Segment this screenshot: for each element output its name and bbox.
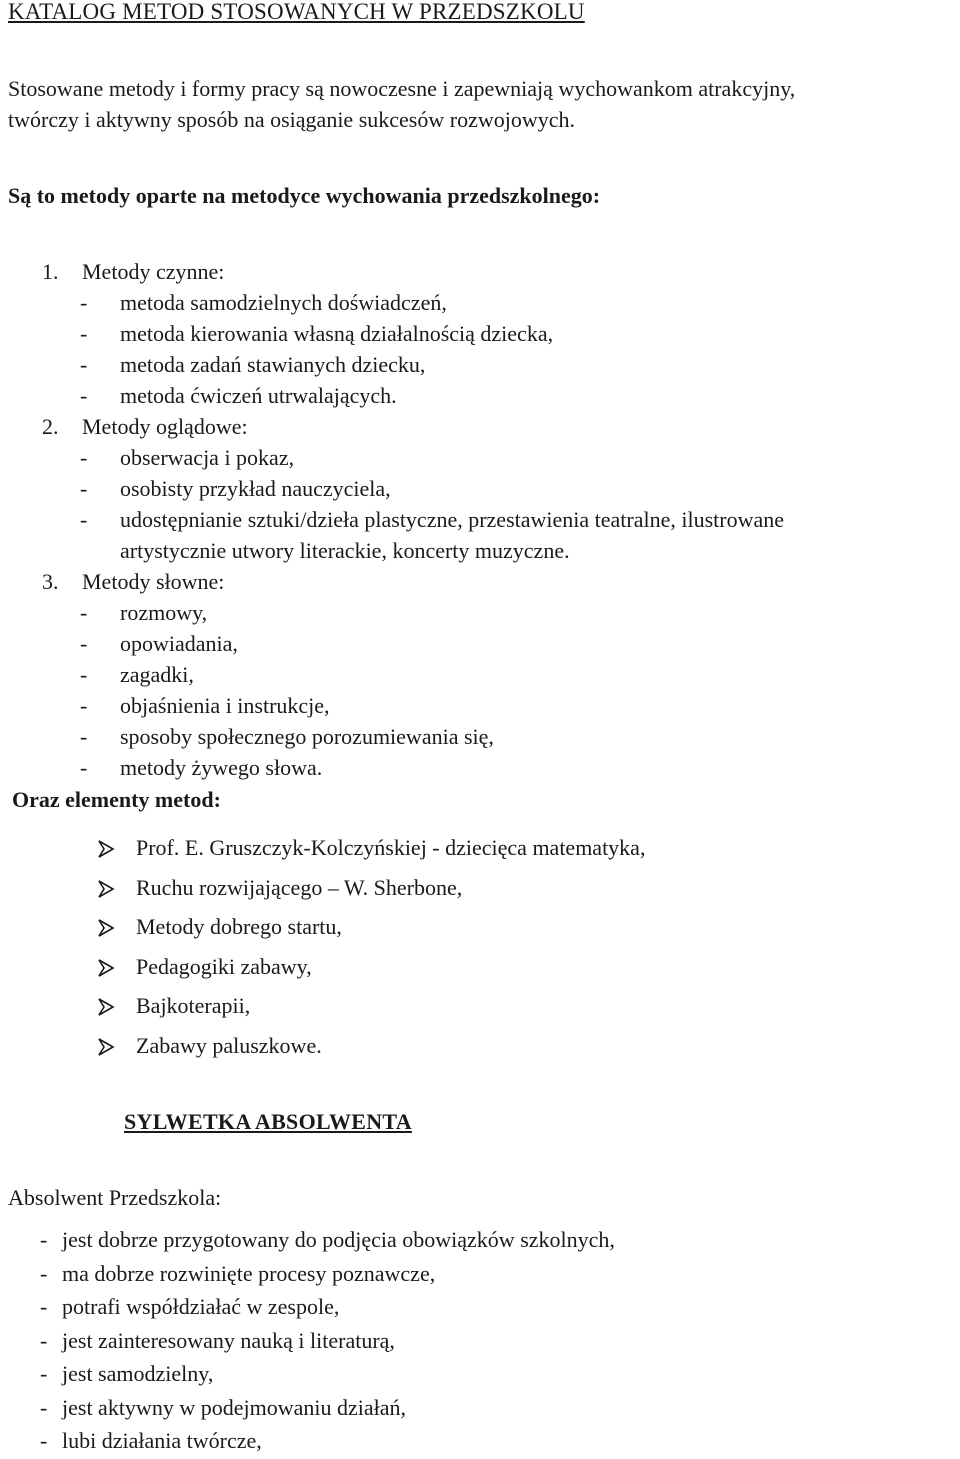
method-element-item <box>96 951 645 991</box>
dash-marker: - <box>80 600 88 625</box>
method-element-text: Bajkoterapii, <box>136 993 251 1019</box>
group-title: Metody czynne: <box>82 259 225 284</box>
method-group <box>0 256 960 411</box>
method-element-item <box>96 872 645 912</box>
arrowhead-bullet-icon <box>96 1037 116 1057</box>
group-title: Metody słowne: <box>82 569 225 594</box>
method-item-text: metoda kierowania własną działalnością dziecka, <box>120 321 554 346</box>
method-item <box>0 349 960 380</box>
method-group-heading <box>0 256 960 287</box>
method-item-text: metoda ćwiczeń utrwalających. <box>120 383 397 408</box>
method-item <box>0 752 960 783</box>
dash-marker: - <box>40 1227 48 1252</box>
group-number: 3. <box>42 569 59 594</box>
dash-marker: - <box>40 1394 48 1420</box>
graduate-trait-text: potrafi współdziałać w zespole, <box>62 1294 340 1319</box>
graduate-trait-item <box>40 1358 615 1392</box>
graduate-trait-item <box>40 1325 615 1359</box>
method-item <box>0 628 960 659</box>
method-item <box>0 721 960 752</box>
dash-marker: - <box>80 445 88 470</box>
method-group <box>0 566 960 783</box>
method-item <box>0 659 960 690</box>
method-elements-heading: Oraz elementy metod: <box>12 787 221 812</box>
dash-marker: - <box>80 352 88 377</box>
method-item <box>0 442 960 473</box>
method-group <box>0 411 960 566</box>
graduate-trait-text: jest aktywny w podejmowaniu działań, <box>62 1394 406 1420</box>
method-item <box>0 380 960 411</box>
method-item-text: zagadki, <box>120 662 194 687</box>
method-element-item <box>96 1030 645 1070</box>
intro-line: twórczy i aktywny sposób na osiąganie sukcesów rozwojowych. <box>8 107 575 132</box>
graduate-trait-text: ma dobrze rozwinięte procesy poznawcze, <box>62 1260 436 1286</box>
method-element-text: Metody dobrego startu, <box>136 914 342 940</box>
method-item-text: rozmowy, <box>120 600 208 625</box>
method-item-text: metody żywego słowa. <box>120 755 323 780</box>
dash-marker: - <box>80 321 88 346</box>
arrowhead-bullet-icon <box>96 958 116 978</box>
graduate-heading: Absolwent Przedszkola: <box>8 1185 222 1210</box>
graduate-traits-list <box>40 1224 615 1459</box>
dash-marker: - <box>80 662 88 687</box>
method-group-heading <box>0 411 960 442</box>
method-element-item <box>96 832 645 872</box>
dash-marker: - <box>80 755 88 780</box>
intro-line: Stosowane metody i formy pracy są nowoczesne i zapewniają wychowankom atrakcyjny, <box>8 76 796 101</box>
method-groups-list <box>0 256 960 783</box>
method-item-text: opowiadania, <box>120 631 238 656</box>
dash-marker: - <box>80 693 88 718</box>
method-item <box>0 690 960 721</box>
group-number: 2. <box>42 414 59 439</box>
graduate-trait-item <box>40 1392 615 1426</box>
dash-marker: - <box>40 1294 48 1319</box>
method-item <box>0 287 960 318</box>
dash-marker: - <box>40 1260 48 1286</box>
arrowhead-bullet-icon <box>96 918 116 938</box>
method-group-heading <box>0 566 960 597</box>
method-item <box>0 318 960 349</box>
document-title: KATALOG METOD STOSOWANYCH W PRZEDSZKOLU <box>8 0 585 24</box>
method-item-text: osobisty przykład nauczyciela, <box>120 476 391 501</box>
graduate-trait-item <box>40 1224 615 1258</box>
arrowhead-bullet-icon <box>96 839 116 859</box>
graduate-profile-title: SYLWETKA ABSOLWENTA <box>124 1109 412 1134</box>
graduate-trait-item <box>40 1258 615 1292</box>
dash-marker: - <box>40 1428 48 1453</box>
dash-marker: - <box>80 383 88 408</box>
method-item <box>0 597 960 628</box>
method-element-item <box>96 911 645 951</box>
graduate-trait-text: jest samodzielny, <box>62 1361 214 1386</box>
dash-marker: - <box>80 476 88 501</box>
dash-marker: - <box>40 1361 48 1386</box>
method-element-text: Zabawy paluszkowe. <box>136 1032 322 1058</box>
dash-marker: - <box>80 724 88 749</box>
graduate-trait-text: jest zainteresowany nauką i literaturą, <box>62 1327 395 1353</box>
method-element-text: Prof. E. Gruszczyk-Kolczyńskiej - dziecięca matematyka, <box>136 835 646 860</box>
method-item <box>0 473 960 504</box>
methods-subheading: Są to metody oparte na metodyce wychowania przedszkolnego: <box>8 183 601 208</box>
dash-marker: - <box>80 507 88 532</box>
group-number: 1. <box>42 259 59 284</box>
method-item-text: metoda samodzielnych doświadczeń, <box>120 290 447 315</box>
arrowhead-bullet-icon <box>96 879 116 899</box>
method-item-text: udostępnianie sztuki/dzieła plastyczne, przestawienia teatralne, ilustrowane artystycznie utwory literackie, koncerty muzyczne. <box>120 507 785 563</box>
method-item-text: objaśnienia i instrukcje, <box>120 693 330 718</box>
method-item-text: sposoby społecznego porozumiewania się, <box>120 724 494 749</box>
intro-paragraph <box>8 73 958 135</box>
method-item-text: metoda zadań stawianych dziecku, <box>120 352 426 377</box>
dash-marker: - <box>80 290 88 315</box>
method-element-text: Pedagogiki zabawy, <box>136 953 312 979</box>
method-elements-list <box>96 832 645 1070</box>
method-element-item <box>96 990 645 1030</box>
graduate-trait-text: jest dobrze przygotowany do podjęcia obowiązków szkolnych, <box>62 1227 615 1252</box>
method-element-text: Ruchu rozwijającego – W. Sherbone, <box>136 874 463 900</box>
graduate-trait-item <box>40 1291 615 1325</box>
dash-marker: - <box>40 1327 48 1353</box>
method-item-text: obserwacja i pokaz, <box>120 445 295 470</box>
arrowhead-bullet-icon <box>96 997 116 1017</box>
graduate-trait-item <box>40 1425 615 1459</box>
method-item <box>0 504 890 566</box>
graduate-trait-text: lubi działania twórcze, <box>62 1428 262 1453</box>
group-title: Metody oglądowe: <box>82 414 248 439</box>
dash-marker: - <box>80 631 88 656</box>
